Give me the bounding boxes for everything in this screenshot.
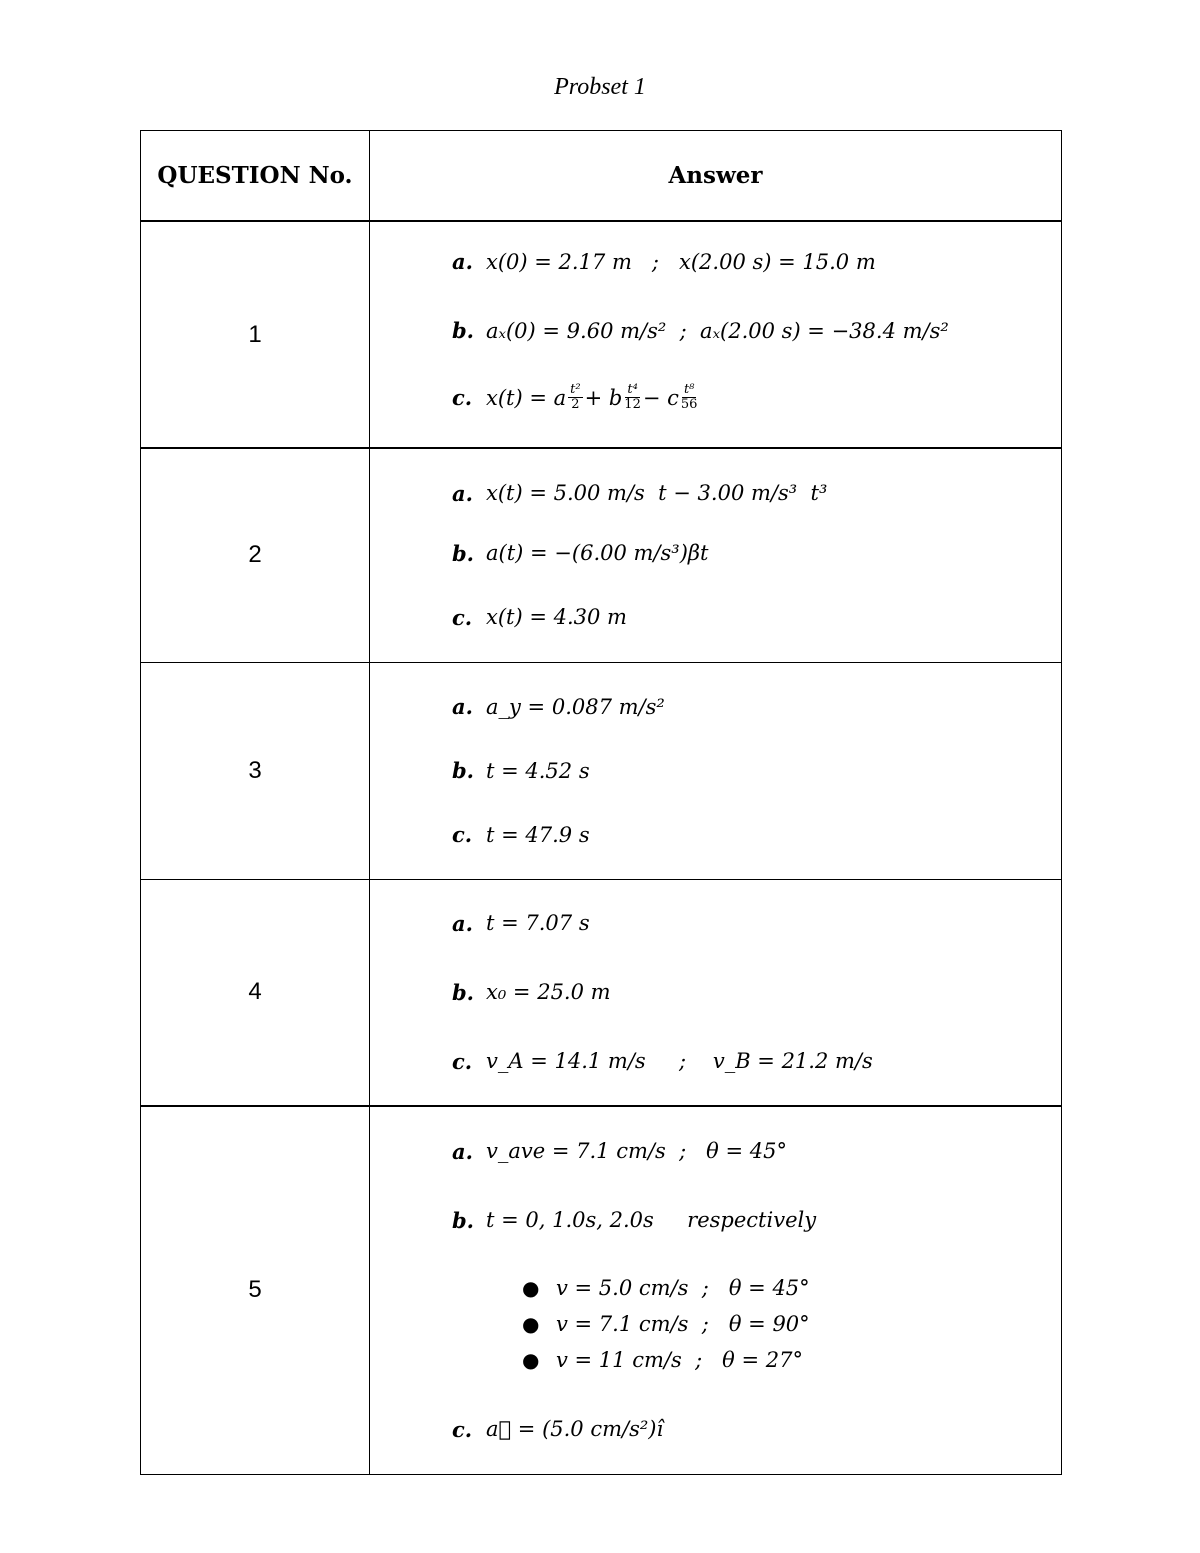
answer-text: + b	[584, 385, 623, 410]
item-label: a.	[452, 249, 473, 274]
item-label: b.	[452, 979, 474, 1005]
answer-text: a⃗ = (5.0 cm/s²)î	[486, 1417, 664, 1442]
bullet-icon: ●	[522, 1348, 540, 1373]
answer-text: x₀ = 25.0 m	[486, 980, 611, 1005]
fraction	[681, 383, 698, 413]
bullet-item	[522, 1306, 1061, 1342]
answer-text: x(t) = 5.00 m/s t − 3.00 m/s³ t³	[486, 481, 828, 506]
answer-line	[452, 368, 1061, 428]
answer-text: v_A = 14.1 m/s ; v_B = 21.2 m/s	[486, 1049, 873, 1074]
answer-line	[452, 242, 1061, 282]
answer-text: t = 47.9 s	[486, 822, 590, 847]
item-label: c.	[452, 1048, 473, 1074]
answer-line	[452, 815, 1061, 855]
answer-line	[452, 533, 1061, 573]
item-label: c.	[452, 604, 473, 630]
question-number: 2	[141, 448, 370, 662]
page-title: Probset 1	[554, 74, 646, 100]
answer-text: t = 7.07 s	[486, 911, 590, 936]
item-label: a.	[452, 694, 473, 719]
answer-line	[452, 903, 1061, 943]
answer-line	[452, 302, 1061, 360]
answer-text: x(t) = a	[486, 385, 567, 410]
table-row	[141, 1106, 1062, 1474]
bullet-text: v = 5.0 cm/s ; θ = 45°	[556, 1276, 810, 1301]
table-row	[141, 662, 1062, 879]
answer-line	[452, 972, 1061, 1012]
answer-text: a(t) = −(6.00 m/s³)βt	[486, 541, 709, 566]
fraction-numerator: t⁴	[627, 381, 638, 397]
fraction-numerator: t⁸	[683, 381, 695, 397]
item-label: b.	[452, 318, 474, 343]
answer-line	[452, 1131, 1061, 1171]
answer-header: Answer	[370, 131, 1062, 222]
header-row	[141, 131, 1062, 222]
item-label: c.	[452, 385, 473, 410]
answer-text: t = 0, 1.0s, 2.0s respectively	[486, 1208, 817, 1233]
answer-cell	[370, 221, 1062, 448]
item-label: b.	[452, 1207, 474, 1233]
fraction	[568, 383, 582, 413]
table-row	[141, 879, 1062, 1106]
answer-line	[452, 687, 1061, 727]
table-row	[141, 448, 1062, 662]
answer-text: v_ave = 7.1 cm/s ; θ = 45°	[486, 1139, 787, 1164]
item-label: b.	[452, 540, 474, 566]
question-number: 3	[141, 662, 370, 879]
answer-cell	[370, 879, 1062, 1106]
answer-text: − c	[642, 385, 679, 410]
answer-cell	[370, 448, 1062, 662]
bullet-icon: ●	[522, 1312, 540, 1337]
item-label: b.	[452, 758, 474, 783]
table-row	[141, 221, 1062, 448]
answer-cell	[370, 662, 1062, 879]
bullet-text: v = 11 cm/s ; θ = 27°	[556, 1348, 803, 1373]
bullet-item	[522, 1342, 1061, 1378]
question-number: 1	[141, 221, 370, 448]
fraction-numerator: t²	[570, 381, 581, 397]
answer-line	[452, 1409, 1061, 1449]
answer-text: x(0) = 2.17 m ; x(2.00 s) = 15.0 m	[486, 249, 876, 274]
answer-table	[140, 130, 1062, 1475]
fraction-denominator: 12	[624, 397, 641, 412]
answer-cell	[370, 1106, 1062, 1474]
fraction-denominator: 56	[680, 397, 698, 412]
answer-text: aₓ(0) = 9.60 m/s² ; aₓ(2.00 s) = −38.4 m/s²	[486, 318, 949, 343]
item-label: c.	[452, 822, 473, 847]
item-label: a.	[452, 480, 473, 506]
bullet-icon: ●	[522, 1276, 540, 1301]
question-header: QUESTION No.	[141, 131, 370, 222]
answer-line	[452, 597, 1061, 637]
fraction	[624, 383, 641, 413]
question-number: 5	[141, 1106, 370, 1474]
answer-line	[452, 751, 1061, 791]
item-label: a.	[452, 910, 473, 936]
bullet-text: v = 7.1 cm/s ; θ = 90°	[556, 1312, 810, 1337]
item-label: a.	[452, 1138, 473, 1164]
fraction-denominator: 2	[571, 397, 580, 412]
answer-line	[452, 1200, 1061, 1240]
answer-text: t = 4.52 s	[486, 758, 590, 783]
bullet-item	[522, 1270, 1061, 1306]
answer-text: x(t) = 4.30 m	[486, 605, 627, 630]
answer-line	[452, 1041, 1061, 1081]
question-number: 4	[141, 879, 370, 1106]
answer-line	[452, 473, 1061, 513]
answer-text: a_y = 0.087 m/s²	[486, 694, 665, 719]
item-label: c.	[452, 1416, 473, 1442]
